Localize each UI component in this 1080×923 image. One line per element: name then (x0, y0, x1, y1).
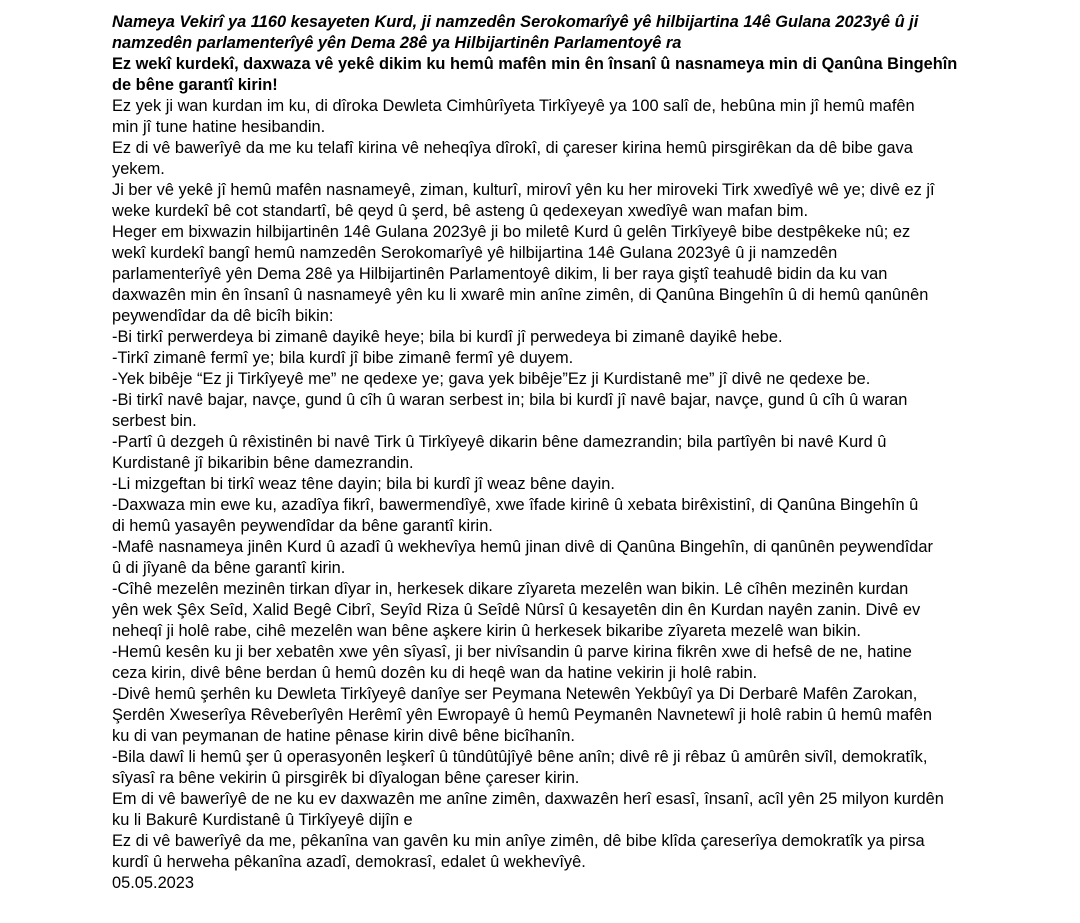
title-line: namzedên parlamenterîyê yên Dema 28ê ya Hilbijartinên Parlamentoyê ra (112, 34, 682, 52)
document-title (112, 12, 1012, 54)
paragraph (112, 642, 1012, 684)
paragraph-line: -Mafê nasnameya jinên Kurd û azadî û wekhevîya hemû jinan divê di Qanûna Bingehîn, di qanûnên peywendîdar (112, 538, 933, 556)
paragraph-line: sîyasî ra bêne vekirin û pirsgirêk bi dîyalogan bêne çareser kirin. (112, 769, 580, 787)
paragraph (112, 579, 1012, 642)
paragraph-line: Şerdên Xweserîya Rêveberîyên Herêmî yên Ewropayê û hemû Peymanên Navnetewî ji holê rabin û hemû mafên (112, 706, 932, 724)
paragraph (112, 348, 1012, 369)
document-date: 05.05.2023 (112, 874, 195, 892)
paragraph-line: min jî tune hatine hesibandin. (112, 118, 326, 136)
paragraph-line: -Bi tirkî perwerdeya bi zimanê dayikê heye; bila bi kurdî jî perwedeya bi zimanê dayikê hebe. (112, 328, 783, 346)
document-subtitle (112, 54, 1012, 96)
paragraph-line: -Hemû kesên ku ji ber xebatên xwe yên sîyasî, ji ber nivîsandin û parve kirina fikrên xwe di hefsê de ne, hatine (112, 643, 912, 661)
paragraph-line: yên wek Şêx Seîd, Xalid Begê Cibrî, Seyîd Riza û Seîdê Nûrsî û kesayetên din ên Kurdan nayên zanin. Divê ev (112, 601, 921, 619)
paragraph (112, 537, 1012, 579)
paragraph (112, 390, 1012, 432)
paragraph-line: -Daxwaza min ewe ku, azadîya fikrî, bawermendîyê, xwe îfade kirinê û xebata birêxistinî, di Qanûna Bingehîn û (112, 496, 919, 514)
paragraph (112, 369, 1012, 390)
paragraph-line: ku li Bakurê Kurdistanê û Tirkîyeyê dijîn e (112, 811, 413, 829)
paragraph (112, 684, 1012, 747)
paragraph-line: serbest bin. (112, 412, 197, 430)
paragraph-line: neheqî ji holê rabe, cihê mezelên wan bêne aşkere kirin û herkesek bikaribe zîyareta mezelê wan bikin. (112, 622, 861, 640)
paragraph (112, 789, 1012, 831)
paragraph-line: û di jîyanê da bêne garantî kirin. (112, 559, 346, 577)
paragraph-line: peywendîdar da dê bicîh bikin: (112, 307, 334, 325)
paragraph-line: -Divê hemû şerhên ku Dewleta Tirkîyeyê danîye ser Peymana Netewên Yekbûyî ya Di Derbarê Mafên Zarokan, (112, 685, 918, 703)
paragraph-line: Ez di vê bawerîyê da me ku telafî kirina vê neheqîya dîrokî, di çareser kirina hemû pirsgirêkan da dê bibe gava (112, 139, 913, 157)
paragraph-line: weke kurdekî bê cot standartî, bê qeyd û şerd, bê asteng û qedexeyan xwedîyê wan mafan bim. (112, 202, 809, 220)
paragraph-line: ceza kirin, divê bêne berdan û hemû dozên ku di heqê wan da hatine vekirin ji holê rabin. (112, 664, 758, 682)
paragraph-line: Heger em bixwazin hilbijartinên 14ê Gulana 2023yê ji bo miletê Kurd û gelên Tirkîyeyê bibe destpêkeke nû; ez (112, 223, 911, 241)
subtitle-line: Ez wekî kurdekî, daxwaza vê yekê dikim ku hemû mafên min ên însanî û nasnameya min di Qanûna Bingehîn (112, 55, 958, 73)
paragraph-line: di hemû yasayên peywendîdar da bêne garantî kirin. (112, 517, 493, 535)
paragraph (112, 747, 1012, 789)
paragraph (112, 495, 1012, 537)
paragraph-line: Ez di vê bawerîyê da me, pêkanîna van gavên ku min anîye zimên, dê bibe klîda çareserîya demokratîk ya pirsa (112, 832, 925, 850)
paragraph-line: parlamenterîyê yên Dema 28ê ya Hilbijartinên Parlamentoyê dikim, li ber raya giştî teahudê bidin da ku van (112, 265, 888, 283)
title-line: Nameya Vekirî ya 1160 kesayeten Kurd, ji namzedên Serokomarîyê yê hilbijartina 14ê Gulana 2023yê û ji (112, 13, 919, 31)
paragraph-line: Kurdistanê jî bikaribin bêne damezrandin. (112, 454, 414, 472)
paragraph (112, 180, 1012, 222)
paragraph-line: -Partî û dezgeh û rêxistinên bi navê Tirk û Tirkîyeyê dikarin bêne damezrandin; bila partîyên bi navê Kurd û (112, 433, 887, 451)
paragraph-line: Ez yek ji wan kurdan im ku, di dîroka Dewleta Cimhûrîyeta Tirkîyeyê ya 100 salî de, hebûna min jî hemû mafên (112, 97, 915, 115)
paragraph-line: yekem. (112, 160, 165, 178)
paragraph (112, 138, 1012, 180)
paragraph-line: daxwazên min ên însanî û nasnameyê yên ku li xwarê min anîne zimên, di Qanûna Bingehîn û di hemû qanûnên (112, 286, 929, 304)
paragraph (112, 327, 1012, 348)
paragraph-line: -Li mizgeftan bi tirkî weaz têne dayin; bila bi kurdî jî weaz bêne dayin. (112, 475, 615, 493)
paragraph-line: -Yek bibêje “Ez ji Tirkîyeyê me” ne qedexe ye; gava yek bibêje”Ez ji Kurdistanê me” jî divê ne qedexe be. (112, 370, 871, 388)
paragraph-line: -Bila dawî li hemû şer û operasyonên leşkerî û tûndûtûjîyê bêne anîn; divê rê ji rêbaz û amûrên sivîl, demokratîk, (112, 748, 928, 766)
paragraph-line: -Bi tirkî navê bajar, navçe, gund û cîh û waran serbest in; bila bi kurdî jî navê bajar, navçe, gund û cîh û waran (112, 391, 908, 409)
paragraph-line: -Cîhê mezelên mezinên tirkan dîyar in, herkesek dikare zîyareta mezelên wan bikin. Lê cîhên mezinên kurdan (112, 580, 909, 598)
paragraph-line: Em di vê bawerîyê de ne ku ev daxwazên me anîne zimên, daxwazên herî esasî, însanî, acîl yên 25 milyon kurdên (112, 790, 944, 808)
paragraph-line: -Tirkî zimanê fermî ye; bila kurdî jî bibe zimanê fermî yê duyem. (112, 349, 574, 367)
paragraph (112, 96, 1012, 138)
subtitle-line: de bêne garantî kirin! (112, 76, 278, 94)
paragraph (112, 432, 1012, 474)
paragraph-line: ku di van peymanan de hatine pênase kirin divê bêne bicîhanîn. (112, 727, 575, 745)
paragraph (112, 474, 1012, 495)
document-page (112, 12, 1012, 894)
paragraph-line: kurdî û herweha pêkanîna azadî, demokrasî, edalet û wekhevîyê. (112, 853, 586, 871)
paragraph-line: wekî kurdekî bangî hemû namzedên Serokomarîyê yê hilbijartina 14ê Gulana 2023yê û ji namzedên (112, 244, 838, 262)
paragraph (112, 831, 1012, 873)
paragraph (112, 222, 1012, 327)
document-body (112, 96, 1012, 873)
paragraph-line: Ji ber vê yekê jî hemû mafên nasnameyê, ziman, kulturî, mirovî yên ku her miroveki Tirk xwedîyê wê ye; divê ez jî (112, 181, 935, 199)
